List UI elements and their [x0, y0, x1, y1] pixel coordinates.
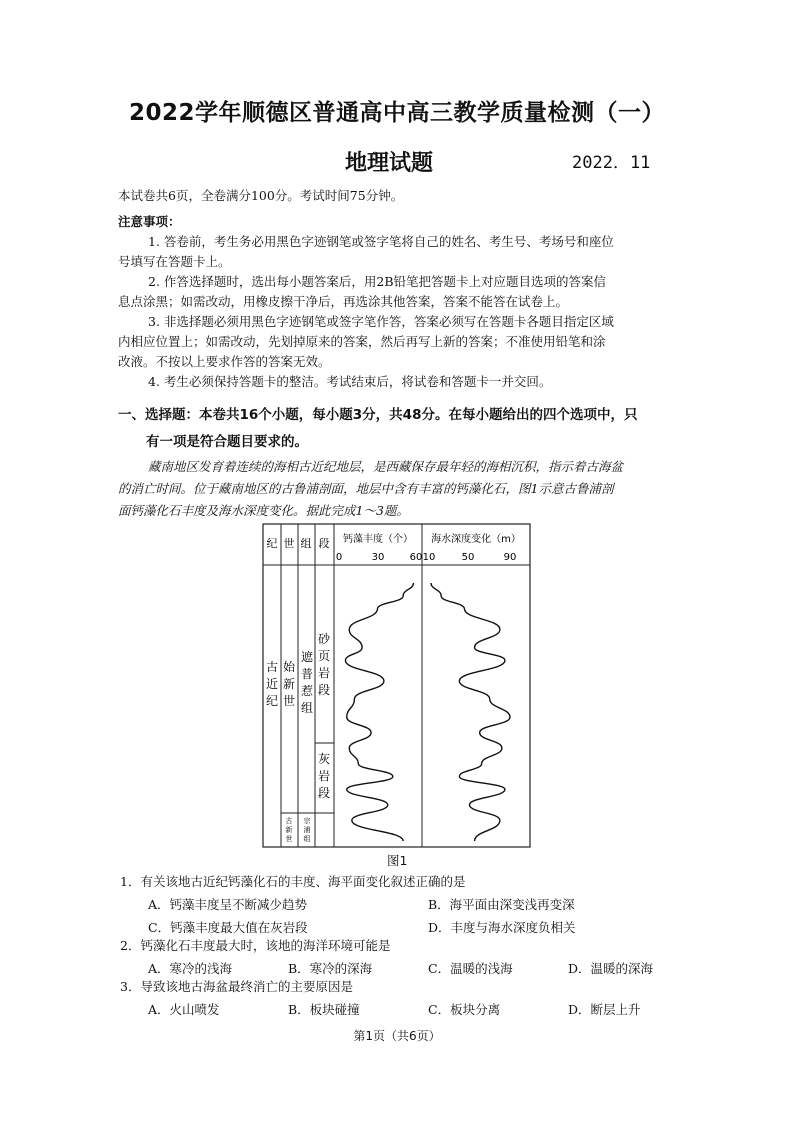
member-lower-label: 岩	[317, 769, 331, 783]
abundance-tick: 30	[371, 552, 385, 563]
question-2-option-b[interactable]: B．寒冷的深海	[288, 961, 373, 976]
exam-intro: 本试卷共6页，全卷满分100分。考试时间75分钟。	[118, 188, 404, 203]
figure-caption: 图1	[387, 853, 408, 868]
notice-line: 3. 非选择题必须用黑色字迹钢笔或签字笔作答，答案必须写在答题卡各题目指定区域	[148, 314, 614, 329]
epoch-label: 新	[282, 677, 296, 691]
notice-line: 改液。不按以上要求作答的答案无效。	[118, 354, 331, 369]
question-2-option-a[interactable]: A．寒冷的浅海	[148, 961, 233, 976]
formation-label: 普	[300, 667, 314, 681]
member-lower-label: 灰	[317, 752, 331, 766]
figure-1	[262, 523, 532, 849]
notice-line: 号填写在答题卡上。	[118, 254, 231, 269]
notice-line: 2. 作答选择题时，选出每小题答案后，用2B铅笔把答题卡上对应题目选项的答案信	[148, 274, 607, 289]
question-2-stem: 2．钙藻化石丰度最大时，该地的海洋环境可能是	[120, 938, 391, 953]
notice-line: 内相应位置上；如需改动，先划掉原来的答案，然后再写上新的答案；不准使用铅笔和涂	[118, 334, 606, 349]
question-1-option-d[interactable]: D．丰度与海水深度负相关	[428, 920, 576, 935]
exam-date: 2022．11	[572, 153, 651, 173]
formation-label: 惹	[300, 684, 314, 698]
member-upper-label: 段	[317, 683, 331, 697]
col-header-period: 纪	[266, 537, 278, 550]
period-label: 近	[265, 677, 279, 691]
passage-line: 的消亡时间。位于藏南地区的古鲁浦剖面，地层中含有丰富的钙藻化石，图1示意古鲁浦剖	[118, 481, 614, 496]
notice-line: 1. 答卷前，考生务必用黑色字迹钢笔或签字笔将自己的姓名、考生号、考场号和座位	[148, 234, 614, 249]
question-1-option-a[interactable]: A．钙藻丰度呈不断减少趋势	[148, 897, 308, 912]
depth-tick: 10	[422, 552, 436, 563]
formation-label: 组	[300, 701, 314, 715]
col-header-epoch: 世	[283, 537, 295, 550]
notice-heading: 注意事项：	[118, 214, 181, 229]
bottom-formation-label: 浦	[303, 826, 311, 834]
passage-line: 面钙藻化石丰度及海水深度变化。据此完成1～3题。	[118, 503, 409, 518]
abundance-curve	[345, 583, 413, 841]
notice-line: 4. 考生必须保持答题卡的整洁。考试结束后，将试卷和答题卡一并交回。	[148, 374, 552, 389]
bottom-formation-label: 宗	[303, 817, 311, 825]
epoch-label: 世	[282, 694, 296, 708]
exam-subject: 地理试题	[345, 151, 434, 176]
exam-title: 2022学年顺德区普通高中高三教学质量检测（一）	[128, 100, 665, 126]
depth-tick: 90	[503, 552, 517, 563]
question-3-option-a[interactable]: A．火山喷发	[148, 1002, 220, 1017]
notice-line: 息点涂黑；如需改动，用橡皮擦干净后，再选涂其他答案，答案不能答在试卷上。	[118, 294, 569, 309]
member-upper-label: 砂	[317, 632, 331, 646]
bottom-epoch-label: 新	[285, 826, 293, 834]
question-1-option-b[interactable]: B．海平面由深变浅再变深	[428, 897, 575, 912]
depth-header: 海水深度变化（m）	[431, 534, 521, 545]
abundance-header: 钙藻丰度（个）	[343, 534, 413, 545]
question-2-option-c[interactable]: C．温暖的浅海	[428, 961, 513, 976]
abundance-tick: 60	[409, 552, 423, 563]
question-3-option-d[interactable]: D．断层上升	[568, 1002, 641, 1017]
depth-curve	[431, 583, 510, 841]
formation-label: 遮	[300, 650, 314, 664]
period-label: 古	[265, 660, 279, 674]
question-3-option-b[interactable]: B．板块碰撞	[288, 1002, 360, 1017]
depth-tick: 50	[461, 552, 475, 563]
passage-line: 藏南地区发育着连续的海相古近纪地层，是西藏保存最年轻的海相沉积，指示着古海盆	[148, 459, 624, 474]
abundance-tick: 0	[335, 552, 343, 563]
col-header-formation: 组	[300, 537, 312, 550]
section-heading-cont: 有一项是符合题目要求的。	[146, 434, 308, 450]
member-upper-label: 页	[317, 649, 331, 663]
page-footer: 第1页（共6页）	[353, 1029, 441, 1043]
question-2-option-d[interactable]: D．温暖的深海	[568, 961, 654, 976]
question-1-option-c[interactable]: C．钙藻丰度最大值在灰岩段	[148, 920, 308, 935]
period-label: 纪	[265, 694, 279, 708]
bottom-epoch-label: 世	[285, 835, 293, 843]
bottom-formation-label: 组	[303, 835, 311, 843]
question-3-option-c[interactable]: C．板块分离	[428, 1002, 501, 1017]
question-3-stem: 3．导致该地古海盆最终消亡的主要原因是	[120, 979, 353, 994]
col-header-member: 段	[318, 537, 330, 550]
question-1-stem: 1．有关该地古近纪钙藻化石的丰度、海平面变化叙述正确的是	[120, 874, 466, 889]
member-lower-label: 段	[317, 786, 331, 800]
bottom-epoch-label: 古	[285, 817, 293, 825]
epoch-label: 始	[282, 660, 296, 674]
member-upper-label: 岩	[317, 666, 331, 680]
section-heading: 一、选择题：本卷共16个小题，每小题3分，共48分。在每小题给出的四个选项中，只	[118, 407, 638, 423]
